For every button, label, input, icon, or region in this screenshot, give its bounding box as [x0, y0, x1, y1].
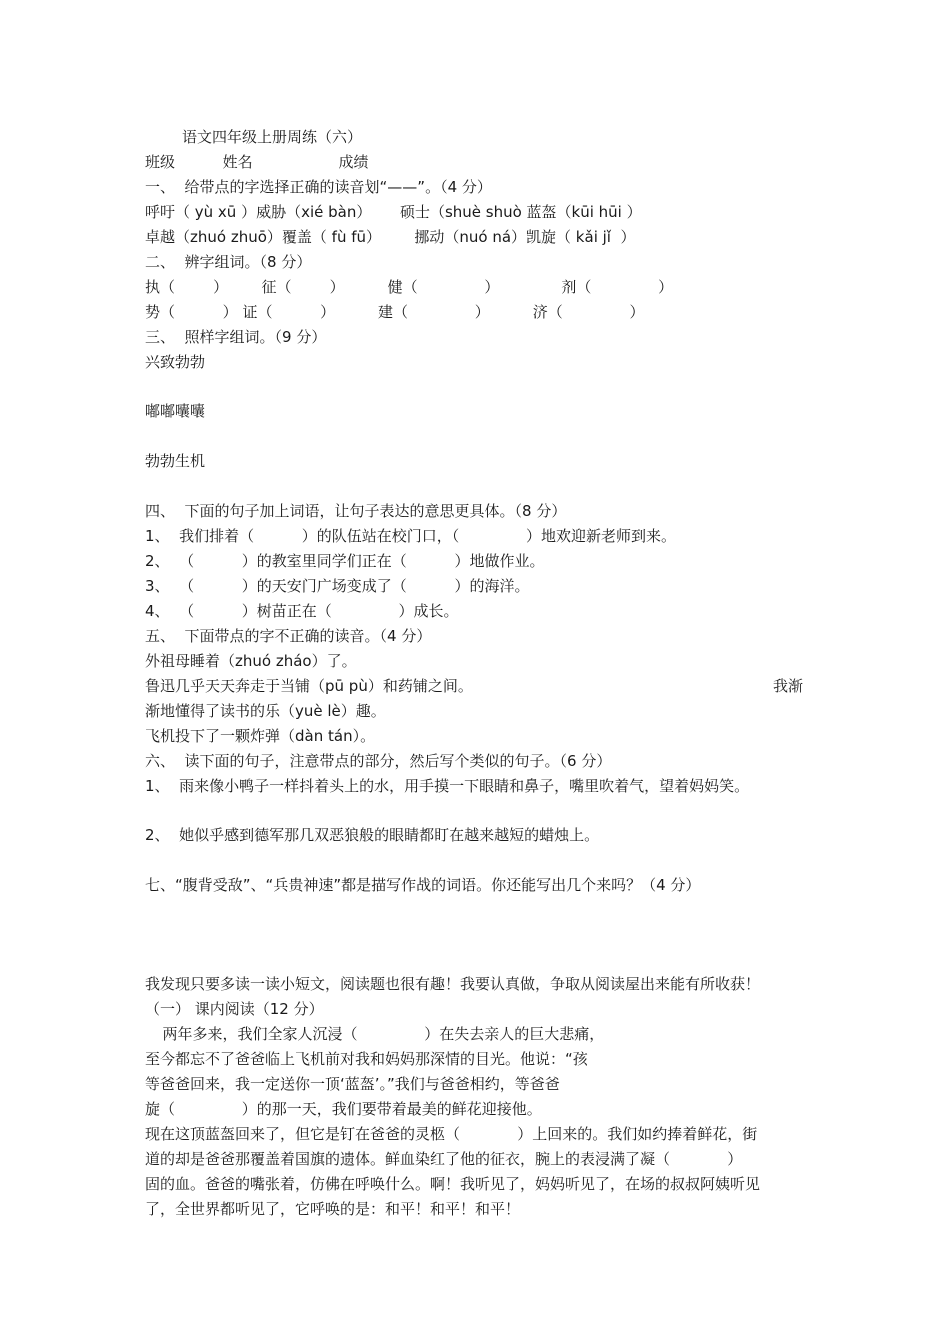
section-2-line-1: 执（ ） 征（ ） 健（ ） 剂（ ）	[145, 278, 674, 296]
section-4-question-3: 3、 （ ）的天安门广场变成了（ ）的海洋。	[145, 577, 530, 595]
section-6-heading: 六、 读下面的句子，注意带点的部分，然后写个类似的句子。（6 分）	[145, 752, 612, 770]
section-5-line-1: 外祖母睡着（zhuó zháo）了。	[145, 652, 357, 670]
section-1-line-2: 卓越（zhuó zhuō）覆盖（ fù fū） 挪动（nuó ná）凯旋（ kǎi jǐ ）	[145, 228, 636, 246]
section-5-line-3: 渐地懂得了读书的乐（yuè lè）趣。	[145, 702, 386, 720]
section-5-heading: 五、 下面带点的字不正确的读音。（4 分）	[145, 627, 432, 645]
reading-paragraph-line-6: 道的却是爸爸那覆盖着国旗的遗体。鲜血染红了他的征衣，腕上的表浸满了凝（ ）	[145, 1150, 743, 1168]
section-4-question-4: 4、 （ ）树苗正在（ ）成长。	[145, 602, 459, 620]
reading-intro: 我发现只要多读一读小短文，阅读题也很有趣！我要认真做，争取从阅读屋出来能有所收获！	[145, 975, 761, 993]
section-2-line-2: 势（ ） 证（ ） 建（ ） 济（ ）	[145, 303, 645, 321]
reading-paragraph-line-5: 现在这顶蓝盔回来了，但它是钉在爸爸的灵柩（ ）上回来的。我们如约捧着鲜花，街	[145, 1125, 758, 1143]
reading-paragraph-line-1: 两年多来，我们全家人沉浸（ ）在失去亲人的巨大悲痛，	[153, 1025, 605, 1043]
section-1-heading: 一、 给带点的字选择正确的读音划“——”。（4 分）	[145, 178, 492, 196]
section-3-heading: 三、 照样字组词。（9 分）	[145, 328, 327, 346]
section-3-word-3: 勃勃生机	[145, 452, 206, 470]
section-3-word-2: 嘟嘟囔囔	[145, 402, 206, 420]
section-4-heading: 四、 下面的句子加上词语，让句子表达的意思更具体。（8 分）	[145, 502, 567, 520]
section-7-heading: 七、“腹背受敌”、“兵贵神速”都是描写作战的词语。你还能写出几个来吗？（4 分）	[145, 876, 701, 894]
reading-paragraph-line-3: 等爸爸回来，我一定送你一顶‘蓝盔’。”我们与爸爸相约，等爸爸	[145, 1075, 560, 1093]
section-5-line-2-tail: 我渐	[773, 677, 804, 695]
section-4-question-1: 1、 我们排着（ ）的队伍站在校门口，（ ）地欢迎新老师到来。	[145, 527, 677, 545]
section-5-line-4: 飞机投下了一颗炸弹（dàn tán）。	[145, 727, 376, 745]
section-4-question-2: 2、 （ ）的教室里同学们正在（ ）地做作业。	[145, 552, 545, 570]
section-5-line-2: 鲁迅几乎天天奔走于当铺（pū pù）和药铺之间。	[145, 677, 473, 695]
reading-paragraph-line-8: 了，全世界都听见了，它呼唤的是：和平！和平！和平！	[145, 1200, 521, 1218]
reading-part-heading: （一） 课内阅读（12 分）	[145, 1000, 324, 1018]
reading-paragraph-line-2: 至今都忘不了爸爸临上飞机前对我和妈妈那深情的目光。他说：“孩	[145, 1050, 588, 1068]
reading-paragraph-line-4: 旋（ ）的那一天，我们要带着最美的鲜花迎接他。	[145, 1100, 542, 1118]
section-3-word-1: 兴致勃勃	[145, 353, 206, 371]
student-info-line: 班级 姓名 成绩	[145, 153, 369, 171]
section-2-heading: 二、 辨字组词。（8 分）	[145, 253, 312, 271]
section-1-line-1: 呼吁（ yù xū ）威胁（xié bàn） 硕士（shuè shuò 蓝盔（kūi hūi ）	[145, 203, 642, 221]
section-6-question-1: 1、 雨来像小鸭子一样抖着头上的水，用手摸一下眼睛和鼻子，嘴里吹着气，望着妈妈笑。	[145, 777, 750, 795]
section-6-question-2: 2、 她似乎感到德军那几双恶狼般的眼睛都盯在越来越短的蜡烛上。	[145, 826, 600, 844]
reading-paragraph-line-7: 固的血。爸爸的嘴张着，仿佛在呼唤什么。啊！我听见了，妈妈听见了，在场的叔叔阿姨听见	[145, 1175, 761, 1193]
doc-title: 语文四年级上册周练（六）	[182, 128, 363, 146]
